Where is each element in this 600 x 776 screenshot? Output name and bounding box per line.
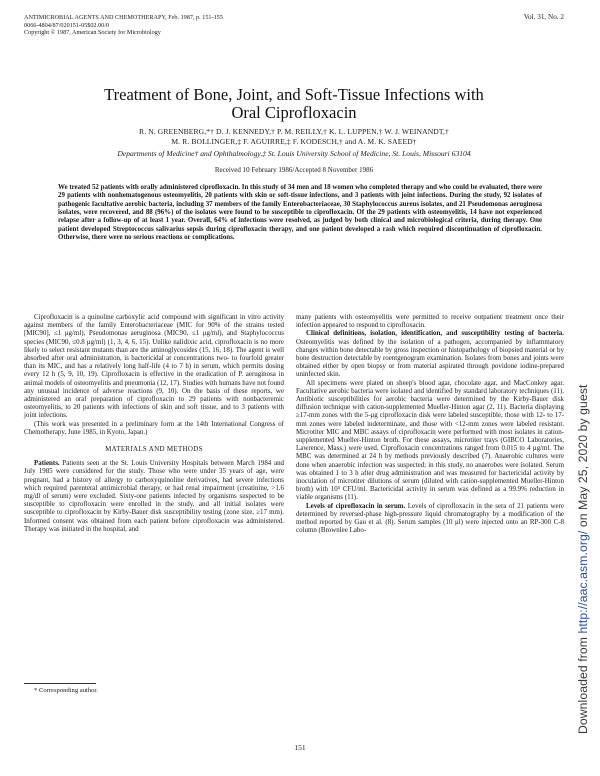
clinical-run-head: Clinical definitions, isolation, identification, and susceptibility testing of bacteria. xyxy=(306,329,564,338)
section-heading-methods: MATERIALS AND METHODS xyxy=(105,445,203,454)
journal-line: ANTIMICROBIAL AGENTS AND CHEMOTHERAPY, Feb. 1987, p. 151-155 xyxy=(24,14,223,21)
title-line-1: Treatment of Bone, Joint, and Soft-Tissue Infections with xyxy=(104,85,484,104)
author-line-1: R. N. GREENBERG,*† D. J. KENNEDY,† P. M. REILLY,† K. L. LUPPEN,† W. J. WEINANDT,† xyxy=(139,127,449,136)
watermark-suffix: on May 25, 2020 by guest xyxy=(576,384,590,531)
footnote: * Corresponding author. xyxy=(34,687,98,694)
download-watermark xyxy=(576,385,590,735)
author-list xyxy=(24,127,564,147)
right-column xyxy=(296,313,564,534)
specimens-paragraph: All specimens were plated on sheep's blood agar, chocolate agar, and MacConkey agar. Facultative aerobic bacteria were isolated and identified by standard laboratory techniques (11). Antibiotic susceptibilities for aerobic bacteria were determined by the Kirby-Bauer disk diffusion technique with cation-supplemented Mueller-Hinton agar (2, 11). Bacteria displaying ≥17-mm zones with the 5-μg ciprofloxacin disk were labeled susceptible, those with 12- to 17-mm zones were labeled indeterminate, and those with <12-mm zones were labeled resistant. Microtiter MIC and MBC assays of ciprofloxacin were performed with most isolates in cation-supplemented Mueller-Hinton broth. For these assays, microtiter trays (GIBCO Laboratories, Lawrence, Mass.) were used. Ciprofloxacin concentrations ranged from 0.015 to 4 μg/ml. The MBC was determined at 24 h by methods previously described (7). Anaerobic cultures were done when anaerobic infection was suspected; in this study, no anaerobes were isolated. Serum was obtained 1 to 3 h after drug administration and was measured for bactericidal activity by inoculation of microtiter dilutions of serum (diluted with cation-supplemented Mueller-Hinton broth) with 10⁵ CFU/ml. Bactericidal activity in serum was defined as a 99.9% reduction in viable organisms (11). xyxy=(296,378,564,502)
intro-paragraph-1: Ciprofloxacin is a quinoline carboxylic acid compound with significant in vitro activity against members of the family Enterobacteriaceae (MIC for 90% of the strains tested [MIC90], ≤1 μg/ml), Pseudomonas aeruginosa (MIC90, ≤1 μg/ml), and Staphylococcus species (MIC90, ≤0.8 μg/ml) (1, 3, 4, 6, 15). Unlike nalidixic acid, ciprofloxacin is no more likely to select resistant mutants than are the aminoglycosides (15, 16, 18). The agent is well absorbed after oral administration, is bactericidal at concentrations two- to fourfold greater than its MIC, and has a relatively long half-life (4 to 7 h) in serum, which permits dosing every 12 h (5, 9, 10, 19). Ciprofloxacin is effective in the eradication of P. aeruginosa in animal models of osteomyelitis and pneumonia (12, 17). Studies with humans have not found any unusual incidence of adverse reactions (9, 10). On the basis of these reports, we administered an oral preparation of ciprofloxacin to 29 patients with nonbacteremic osteomyelitis, to 20 patients with infections of skin and soft tissue, and to 3 patients with joint infections. xyxy=(24,313,284,420)
author-line-2: M. R. BOLLINGER,‡ F. AGUIRRE,‡ F. KODESCH,† and A. M. K. SAEED† xyxy=(171,136,417,146)
intro-paragraph-2: (This work was presented in a preliminary form at the 14th International Congress of Chemotherapy, June 1985, in Kyoto, Japan.) xyxy=(24,419,284,436)
patients-text: Patients seen at the St. Louis University Hospitals between March 1984 and July 1985 were considered for the study. Those who were under 35 years of age, were pregnant, had a history of allergy to carboxyquinoline derivatives, had severe infections which required parenteral antimicrobial therapy, or had renal impairment (creatinine, >1.6 mg/dl of serum) were excluded. Sixty-one patients infected by organisms suspected to be susceptible to ciprofloxacin were enrolled in the study, and all initial isolates were susceptible to ciprofloxacin by Kirby-Bauer disk susceptibility testing (zone size, ≥17 mm). Informed consent was obtained from each patient before ciprofloxacin was administered. Therapy was initiated in the hospital, and xyxy=(24,459,285,533)
footnote-divider xyxy=(24,683,96,684)
volume-issue: Vol. 31, No. 2 xyxy=(523,13,564,21)
left-column xyxy=(24,313,284,533)
patients-run-head: Patients. xyxy=(34,459,60,468)
copyright-line: Copyright © 1987, American Society for Microbiology xyxy=(24,29,161,37)
watermark-link[interactable]: http://aac.asm.org/ xyxy=(576,530,590,634)
levels-run-head: Levels of ciprofloxacin in serum. xyxy=(306,501,406,510)
affiliation: Departments of Medicine† and Ophthalmology,‡ St. Louis University School of Medicine, St. Louis, Missouri 63104 xyxy=(117,149,471,158)
clinical-paragraph xyxy=(296,329,564,378)
clinical-text: Osteomyelitis was defined by the isolation of a pathogen, accompanied by inflammatory changes within bone detectable by gross inspection or histopathology of biopsied material or by bone destruction detectable by roentgenogram examination. Isolates from bones and joints were obtained either by open biopsy or from material aspirated through povidone iodine-prepared uninfected skin. xyxy=(296,337,564,379)
continued-paragraph: many patients with osteomyelitis were permitted to receive outpatient treatment once their infection appeared to respond to ciprofloxacin. xyxy=(296,313,564,330)
watermark-prefix: Downloaded from xyxy=(576,633,590,734)
levels-paragraph xyxy=(296,502,564,535)
issn-line: 0066-4804/87/020151-05$02.00/0 xyxy=(24,21,110,29)
received-dates: Received 10 February 1986/Accepted 8 November 1986 xyxy=(214,166,374,174)
patients-paragraph xyxy=(24,459,284,533)
article-title xyxy=(24,86,564,122)
running-header xyxy=(24,14,564,37)
abstract: We treated 52 patients with orally administered ciprofloxacin. In this study of 34 men and 18 women who completed therapy and who could be evaluated, there were 29 patients with nonhematogenous osteomyelitis, 20 patients with skin or soft-tissue infections, and 3 patients with joint infections. During the study, 92 isolates of pathogenic facultative aerobic bacteria, including 37 members of the family Enterobacteriaceae, 30 Staphylococcus aureus isolates, and 21 Pseudomonas aeruginosa isolates, were recovered, and 88 (96%) of the isolates were found to be susceptible to ciprofloxacin. Of the 29 patients with osteomyelitis, 14 have not experienced relapse after a follow-up of at least 1 year. Overall, 64% of infections were resolved, as judged by both clinical and microbiological criteria, during therapy. One patient developed Streptococcus salivarius sepsis during ciprofloxacin therapy, and one patient developed a rash which required discontinuation of ciprofloxacin. Otherwise, there were no serious reactions or complications. xyxy=(58,184,542,242)
page-number: 151 xyxy=(294,743,306,752)
header-citation xyxy=(24,14,564,37)
title-line-2: Oral Ciprofloxacin xyxy=(231,103,357,122)
levels-text: Levels of ciprofloxacin in the sera of 21 patients were determined by reversed-phase high-pressure liquid chromatography by a modification of the method reported by Gau et al. (8). Serum samples (10 μl) were injected onto an RP-300 C-8 column (Brownlee Labo- xyxy=(296,501,564,535)
